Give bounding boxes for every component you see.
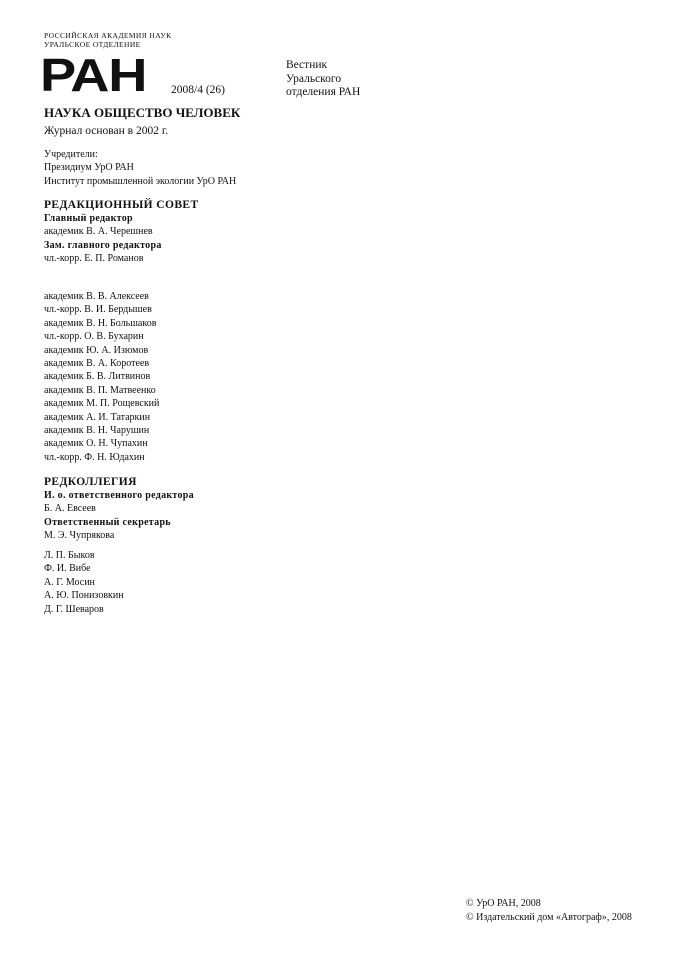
secretary-label: Ответственный секретарь bbox=[44, 516, 171, 528]
copyright-line: © УрО РАН, 2008 bbox=[466, 898, 541, 909]
founded-note: Журнал основан в 2002 г. bbox=[44, 125, 169, 137]
acting-editor-name: Б. А. Евсеев bbox=[44, 503, 96, 515]
founder-item: Президиум УрО РАН bbox=[44, 162, 134, 174]
deputy-editor-name: чл.-корр. Е. П. Романов bbox=[44, 253, 144, 265]
council-member: академик В. А. Коротеев bbox=[44, 358, 150, 370]
council-members bbox=[44, 290, 159, 464]
board-member: Д. Г. Шеваров bbox=[44, 603, 104, 615]
board-member: Л. П. Быков bbox=[44, 550, 95, 561]
series-line: Уральского bbox=[286, 72, 342, 85]
journal-title: НАУКА ОБЩЕСТВО ЧЕЛОВЕК bbox=[44, 105, 241, 120]
board-member: А. Г. Мосин bbox=[44, 576, 95, 588]
editorial-council-block bbox=[44, 199, 199, 266]
founder-item: Институт промышленной экологии УрО РАН bbox=[44, 175, 237, 187]
council-member: академик В. Н. Большаков bbox=[44, 317, 157, 329]
org-line-1: РОССИЙСКАЯ АКАДЕМИЯ НАУК bbox=[44, 31, 172, 40]
council-member: академик М. П. Рощевский bbox=[44, 398, 160, 410]
board-member: А. Ю. Понизовкин bbox=[44, 590, 124, 602]
board-heading: РЕДКОЛЛЕГИЯ bbox=[44, 476, 137, 488]
series-line: Вестник bbox=[286, 59, 328, 71]
council-member: чл.-корр. О. В. Бухарин bbox=[44, 331, 144, 343]
issue-number: 2008/4 (26) bbox=[171, 84, 225, 96]
chief-editor-name: академик В. А. Черешнев bbox=[44, 226, 153, 238]
council-member: академик А. И. Татаркин bbox=[44, 411, 151, 423]
council-member: академик О. Н. Чупахин bbox=[44, 438, 148, 450]
series-title bbox=[286, 59, 360, 100]
founders-label: Учредители: bbox=[44, 149, 98, 160]
deputy-editor-label: Зам. главного редактора bbox=[44, 239, 162, 251]
secretary-name: М. Э. Чупрякова bbox=[44, 530, 115, 542]
board-members bbox=[44, 549, 124, 616]
chief-editor-label: Главный редактор bbox=[44, 213, 133, 224]
council-member: академик В. В. Алексеев bbox=[44, 291, 149, 302]
council-member: чл.-корр. В. И. Бердышев bbox=[44, 304, 152, 316]
board-member: Ф. И. Вибе bbox=[44, 563, 91, 575]
org-line-2: УРАЛЬСКОЕ ОТДЕЛЕНИЕ bbox=[44, 40, 141, 49]
council-heading: РЕДАКЦИОННЫЙ СОВЕТ bbox=[44, 199, 199, 211]
council-member: академик В. П. Матвеенко bbox=[44, 384, 156, 396]
council-member: чл.-корр. Ф. Н. Юдахин bbox=[44, 451, 145, 463]
ran-logo: РАН bbox=[40, 49, 147, 101]
council-member: академик Ю. А. Изюмов bbox=[44, 344, 149, 356]
copyright-block bbox=[466, 897, 632, 924]
council-member: академик В. Н. Чарушин bbox=[44, 425, 150, 437]
acting-editor-label: И. о. ответственного редактора bbox=[44, 490, 194, 501]
copyright-line: © Издательский дом «Автограф», 2008 bbox=[466, 911, 632, 923]
series-line: отделения РАН bbox=[286, 86, 361, 98]
founders-block bbox=[44, 148, 236, 188]
editorial-board-block bbox=[44, 476, 194, 543]
council-member: академик Б. В. Литвинов bbox=[44, 371, 151, 383]
